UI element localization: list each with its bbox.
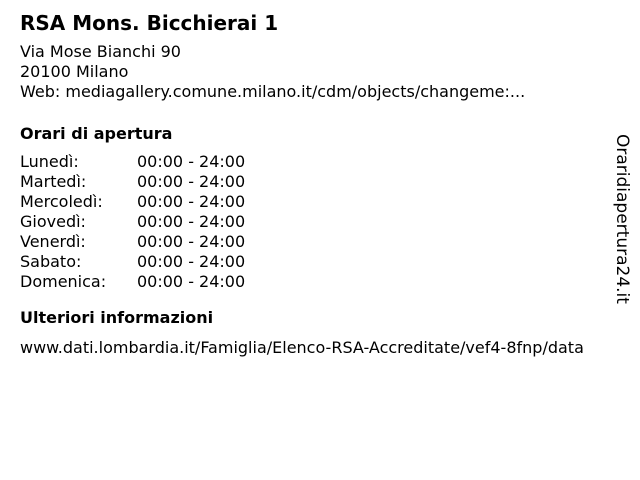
street-address: Via Mose Bianchi 90: [20, 42, 181, 61]
more-info-link[interactable]: www.dati.lombardia.it/Famiglia/Elenco-RSA-Accreditate/vef4-8fnp/data: [20, 338, 584, 357]
time-range: 00:00 - 24:00: [137, 252, 246, 271]
address-block: [20, 42, 610, 102]
day-label: Venerdì:: [20, 232, 86, 251]
day-label: Lunedì:: [20, 152, 79, 171]
hours-row-tuesday: [20, 172, 610, 192]
day-label: Domenica:: [20, 272, 107, 291]
day-label: Sabato:: [20, 252, 82, 271]
page-title: RSA Mons. Bicchierai 1: [20, 11, 279, 35]
city-address: 20100 Milano: [20, 62, 129, 81]
hours-row-sunday: [20, 272, 610, 292]
more-info-heading: Ulteriori informazioni: [20, 308, 214, 327]
day-label: Martedì:: [20, 172, 87, 191]
opening-hours-heading: Orari di apertura: [20, 124, 173, 143]
time-range: 00:00 - 24:00: [137, 232, 246, 251]
time-range: 00:00 - 24:00: [137, 272, 246, 291]
time-range: 00:00 - 24:00: [137, 172, 246, 191]
store-card: [20, 8, 610, 358]
day-label: Giovedì:: [20, 212, 86, 231]
time-range: 00:00 - 24:00: [137, 212, 246, 231]
time-range: 00:00 - 24:00: [137, 152, 246, 171]
site-watermark: Oraridiapertura24.it: [612, 134, 632, 304]
time-range: 00:00 - 24:00: [137, 192, 246, 211]
hours-row-friday: [20, 232, 610, 252]
opening-hours-table: [20, 152, 610, 292]
hours-row-wednesday: [20, 192, 610, 212]
hours-row-saturday: [20, 252, 610, 272]
day-label: Mercoledì:: [20, 192, 103, 211]
hours-row-monday: [20, 152, 610, 172]
hours-row-thursday: [20, 212, 610, 232]
website-link[interactable]: Web: mediagallery.comune.milano.it/cdm/objects/changeme:...: [20, 82, 526, 101]
